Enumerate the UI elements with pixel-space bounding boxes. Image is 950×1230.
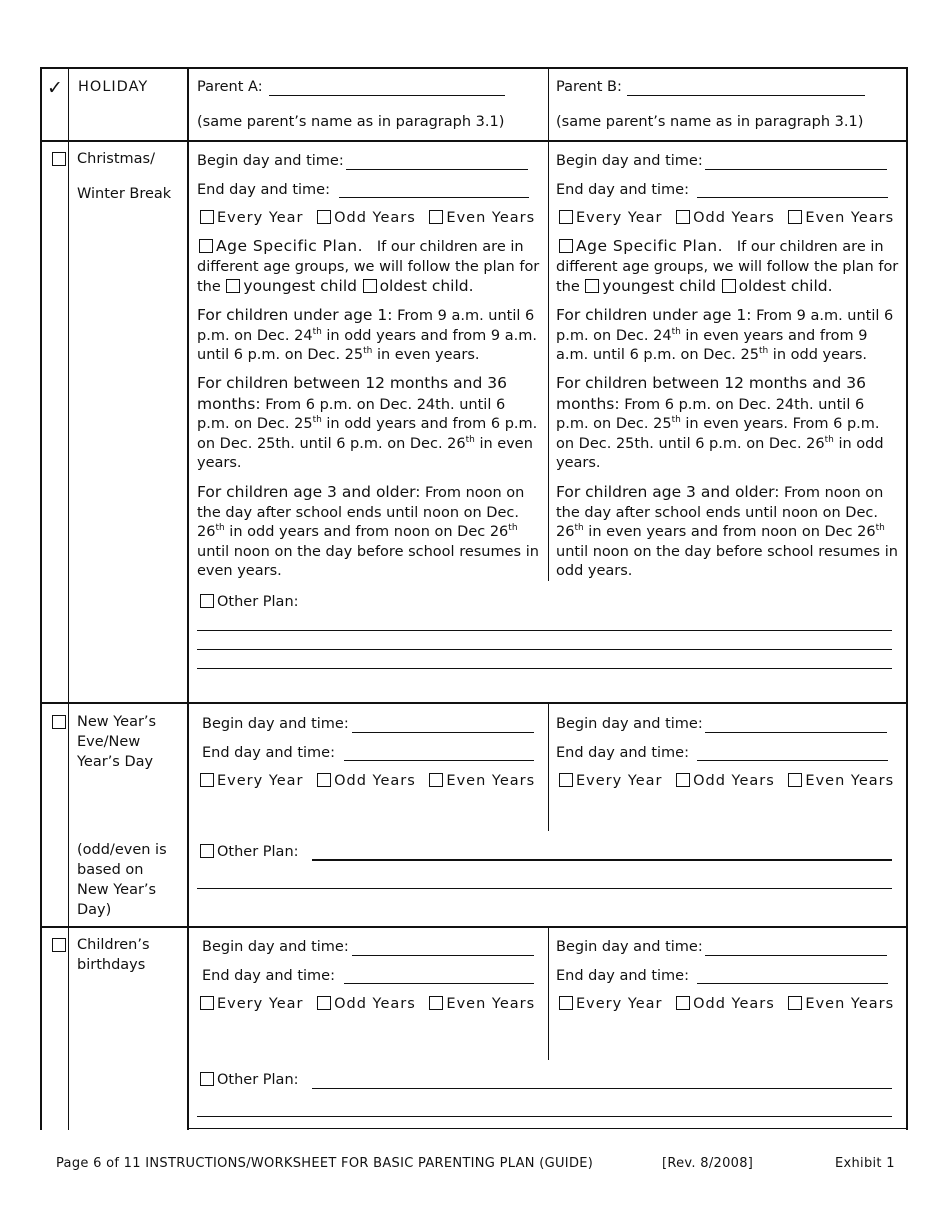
odd-years-label: Odd Years — [693, 996, 775, 1012]
xmas-b-begin-label: Begin day and time: — [556, 153, 703, 169]
xmas-a-odd-years-checkbox[interactable] — [317, 210, 331, 224]
other-plan-label: Other Plan: — [217, 844, 299, 860]
odd-years-label: Odd Years — [693, 210, 775, 226]
xmas-b-oldest-checkbox[interactable] — [722, 279, 736, 293]
odd-years-label: Odd Years — [334, 996, 416, 1012]
bd-a-every-year-checkbox[interactable] — [200, 996, 214, 1010]
xmas-a-youngest-checkbox[interactable] — [226, 279, 240, 293]
xmas-a-under1: For children under age 1: From 9 a.m. until 6 p.m. on Dec. 24th in odd years and from 9 a.m. until 6 p.m. on Dec. 25th in even years. — [197, 306, 537, 363]
xmas-b-under1: For children under age 1: From 9 a.m. until 6 p.m. on Dec. 24th in even years and from 9 a.m. until 6 p.m. on Dec. 25th in odd years. — [556, 306, 894, 363]
newyear-label-1: New Year’s — [77, 714, 157, 730]
xmas-b-youngest-checkbox[interactable] — [585, 279, 599, 293]
age-plan-text: If our children are in different age groups, we will follow the plan for the — [197, 239, 540, 295]
even-years-label: Even Years — [805, 210, 895, 226]
bd-other-plan — [199, 1070, 299, 1090]
ny-b-end-field[interactable] — [697, 760, 888, 761]
xmas-other-plan-checkbox[interactable] — [200, 594, 214, 608]
ny-b-end-label: End day and time: — [556, 745, 689, 761]
footer-exhibit: Exhibit 1 — [835, 1156, 895, 1171]
xmas-a-oldest-checkbox[interactable] — [363, 279, 377, 293]
footer-revision: [Rev. 8/2008] — [662, 1156, 754, 1171]
birthdays-label-1: Children’s — [77, 937, 150, 953]
ny-other-plan-checkbox[interactable] — [200, 844, 214, 858]
bd-b-begin-label: Begin day and time: — [556, 939, 703, 955]
newyear-label-3: Year’s Day — [77, 754, 154, 770]
ny-a-begin-field[interactable] — [352, 732, 534, 733]
xmas-b-mid: For children between 12 months and 36 months: From 6 p.m. on Dec. 24th. until 6 p.m. on Dec. 25th in even years. From 6 p.m. on Dec. 25th. until 6 p.m. on Dec. 26th in odd years. — [556, 374, 884, 471]
bd-b-odd-years-checkbox[interactable] — [676, 996, 690, 1010]
odd-years-label: Odd Years — [334, 773, 416, 789]
bd-a-odd-years-checkbox[interactable] — [317, 996, 331, 1010]
newyear-note-1: (odd/even is — [77, 842, 167, 858]
bd-b-year-options — [558, 994, 902, 1014]
ny-other-plan — [199, 842, 299, 862]
bd-a-end-label: End day and time: — [202, 968, 335, 984]
xmas-a-end-field[interactable] — [339, 197, 529, 198]
christmas-label: Christmas/ — [77, 151, 155, 167]
parent-a-note: (same parent’s name as in paragraph 3.1) — [197, 114, 505, 130]
xmas-a-every-year-checkbox[interactable] — [200, 210, 214, 224]
every-year-label: Every Year — [576, 996, 663, 1012]
bd-b-every-year-checkbox[interactable] — [559, 996, 573, 1010]
check-mark-icon: ✓ — [47, 77, 63, 99]
every-year-label: Every Year — [217, 996, 304, 1012]
bd-b-end-field[interactable] — [697, 983, 888, 984]
every-year-label: Every Year — [217, 210, 304, 226]
parent-a-label: Parent A: — [197, 79, 263, 95]
xmas-a-age-plan — [197, 237, 542, 298]
parent-b-note: (same parent’s name as in paragraph 3.1) — [556, 114, 864, 130]
other-plan-label: Other Plan: — [217, 594, 299, 610]
bd-a-end-field[interactable] — [344, 983, 534, 984]
xmas-b-every-year-checkbox[interactable] — [559, 210, 573, 224]
odd-years-label: Odd Years — [693, 773, 775, 789]
parent-b-name-field[interactable] — [627, 95, 865, 96]
christmas-label-2: Winter Break — [77, 186, 172, 202]
bd-other-plan-checkbox[interactable] — [200, 1072, 214, 1086]
bd-a-begin-field[interactable] — [352, 955, 534, 956]
age-plan-text: If our children are in different age groups, we will follow the plan for the — [556, 239, 899, 295]
ny-a-odd-years-checkbox[interactable] — [317, 773, 331, 787]
xmas-other-plan-line-3[interactable] — [197, 668, 892, 669]
xmas-a-even-years-checkbox[interactable] — [429, 210, 443, 224]
even-years-label: Even Years — [446, 210, 536, 226]
bd-b-begin-field[interactable] — [705, 955, 887, 956]
odd-years-label: Odd Years — [334, 210, 416, 226]
xmas-a-end-label: End day and time: — [197, 182, 330, 198]
ny-a-every-year-checkbox[interactable] — [200, 773, 214, 787]
ny-other-plan-line-2[interactable] — [197, 888, 892, 889]
bd-b-end-label: End day and time: — [556, 968, 689, 984]
even-years-label: Even Years — [805, 996, 895, 1012]
xmas-b-age-plan — [556, 237, 901, 298]
xmas-b-age-plan-checkbox[interactable] — [559, 239, 573, 253]
xmas-a-year-options — [199, 208, 543, 228]
xmas-a-mid: For children between 12 months and 36 months: From 6 p.m. on Dec. 24th. until 6 p.m. on Dec. 25th in odd years and from 6 p.m. on Dec. 25th. until 6 p.m. on Dec. 26th in even years. — [197, 374, 538, 471]
ny-a-begin-label: Begin day and time: — [202, 716, 349, 732]
ny-a-year-options — [199, 771, 543, 791]
holiday-header: HOLIDAY — [78, 79, 149, 95]
ny-a-even-years-checkbox[interactable] — [429, 773, 443, 787]
newyear-note-3: New Year’s — [77, 882, 157, 898]
ny-b-year-options — [558, 771, 902, 791]
every-year-label: Every Year — [576, 773, 663, 789]
even-years-label: Even Years — [446, 773, 536, 789]
ny-other-plan-line-1[interactable] — [312, 859, 892, 861]
bd-a-even-years-checkbox[interactable] — [429, 996, 443, 1010]
footer-page-info: Page 6 of 11 INSTRUCTIONS/WORKSHEET FOR BASIC PARENTING PLAN (GUIDE) — [56, 1156, 594, 1171]
newyear-note-2: based on — [77, 862, 144, 878]
even-years-label: Even Years — [446, 996, 536, 1012]
ny-a-end-field[interactable] — [344, 760, 534, 761]
bd-other-plan-line-1[interactable] — [312, 1088, 892, 1089]
every-year-label: Every Year — [217, 773, 304, 789]
every-year-label: Every Year — [576, 210, 663, 226]
youngest-label: youngest child — [243, 277, 357, 295]
other-plan-label: Other Plan: — [217, 1072, 299, 1088]
newyear-label-2: Eve/New — [77, 734, 141, 750]
oldest-label: oldest child. — [738, 277, 833, 295]
newyear-note-4: Day) — [77, 902, 112, 918]
xmas-a-older: For children age 3 and older: From noon on the day after school ends until noon on Dec. 26th in odd years and from noon on Dec 26th until noon on the day before school resumes in even years. — [197, 483, 539, 579]
xmas-a-begin-field[interactable] — [346, 169, 528, 170]
ny-a-end-label: End day and time: — [202, 745, 335, 761]
xmas-b-year-options — [558, 208, 902, 228]
bd-b-even-years-checkbox[interactable] — [788, 996, 802, 1010]
xmas-other-plan-line-2[interactable] — [197, 649, 892, 650]
christmas-checkbox[interactable] — [52, 152, 66, 166]
ny-b-odd-years-checkbox[interactable] — [676, 773, 690, 787]
xmas-b-odd-years-checkbox[interactable] — [676, 210, 690, 224]
age-plan-title: Age Specific Plan. — [576, 237, 724, 255]
oldest-label: oldest child. — [379, 277, 474, 295]
xmas-a-begin-label: Begin day and time: — [197, 153, 344, 169]
ny-b-begin-field[interactable] — [705, 732, 887, 733]
bd-other-plan-line-2[interactable] — [197, 1116, 892, 1117]
xmas-b-older: For children age 3 and older: From noon on the day after school ends until noon on Dec. 26th in even years and from noon on Dec 26th until noon on the day before school resumes in odd years. — [556, 483, 898, 579]
parent-a-name-field[interactable] — [269, 95, 505, 96]
xmas-b-even-years-checkbox[interactable] — [788, 210, 802, 224]
birthdays-label-2: birthdays — [77, 957, 146, 973]
xmas-other-plan-line-1[interactable] — [197, 630, 892, 631]
parent-b-label: Parent B: — [556, 79, 622, 95]
xmas-other-plan — [199, 592, 299, 612]
birthdays-checkbox[interactable] — [52, 938, 66, 952]
youngest-label: youngest child — [602, 277, 716, 295]
ny-b-every-year-checkbox[interactable] — [559, 773, 573, 787]
bd-a-begin-label: Begin day and time: — [202, 939, 349, 955]
xmas-b-end-field[interactable] — [697, 197, 888, 198]
xmas-b-end-label: End day and time: — [556, 182, 689, 198]
even-years-label: Even Years — [805, 773, 895, 789]
bd-a-year-options — [199, 994, 543, 1014]
xmas-b-begin-field[interactable] — [705, 169, 887, 170]
ny-b-even-years-checkbox[interactable] — [788, 773, 802, 787]
xmas-a-age-plan-checkbox[interactable] — [199, 239, 213, 253]
ny-b-begin-label: Begin day and time: — [556, 716, 703, 732]
age-plan-title: Age Specific Plan. — [216, 237, 364, 255]
newyear-checkbox[interactable] — [52, 715, 66, 729]
